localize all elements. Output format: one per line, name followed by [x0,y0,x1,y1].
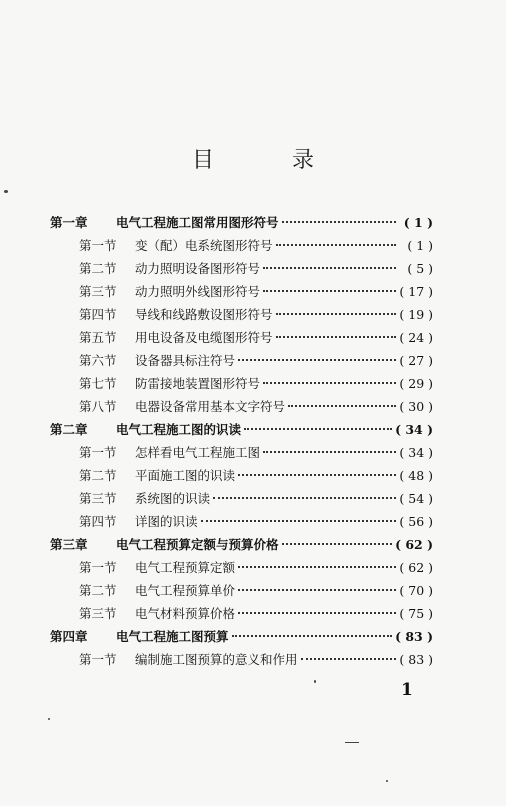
page-number: 1 [401,680,413,700]
toc-section-entry [79,236,433,256]
dot-leader [244,428,392,430]
entry-page: ( 1 ) [407,238,433,253]
toc-section-entry [79,650,433,670]
entry-title: 防雷接地装置图形符号 [135,376,261,391]
scan-speck [386,780,388,782]
dot-leader [238,589,396,591]
dot-leader [276,244,396,246]
toc-section-entry [79,328,433,348]
entry-page: ( 34 ) [399,445,433,460]
dot-leader [282,543,393,545]
entry-title: 系统图的识读 [135,491,211,506]
entry-title: 电气材料预算价格 [135,606,236,621]
entry-page: ( 19 ) [399,307,433,322]
entry-label: 第二章 [50,422,88,437]
entry-page: ( 70 ) [399,583,433,598]
entry-label: 第一节 [79,652,117,667]
toc-heading: 目 录 [191,148,342,173]
dot-leader [238,566,396,568]
toc-section-entry [79,259,433,279]
entry-title: 电气工程施工图的识读 [116,422,242,437]
dot-leader [238,474,396,476]
dot-leader [288,405,396,407]
dot-leader [282,221,396,223]
toc-chapter-entry [50,213,433,233]
entry-title: 电气工程施工图常用图形符号 [116,215,279,230]
toc-section-entry [79,374,433,394]
dot-leader [263,451,396,453]
entry-label: 第三章 [50,537,88,552]
entry-label: 第三节 [79,284,117,299]
toc-section-entry [79,351,433,371]
dot-leader [263,290,396,292]
entry-label: 第一节 [79,445,117,460]
toc-section-entry [79,489,433,509]
entry-page: ( 34 ) [395,422,433,437]
entry-label: 第一节 [79,238,117,253]
entry-title: 导线和线路敷设图形符号 [135,307,273,322]
toc-section-entry [79,466,433,486]
scan-speck [314,680,316,683]
entry-page: ( 83 ) [399,652,433,667]
entry-page: ( 83 ) [395,629,433,644]
entry-label: 第三节 [79,606,117,621]
toc-section-entry [79,443,433,463]
entry-title: 电气工程施工图预算 [116,629,229,644]
dot-leader [263,267,396,269]
entry-page: ( 29 ) [399,376,433,391]
entry-title: 平面施工图的识读 [135,468,236,483]
toc-section-entry [79,558,433,578]
entry-title: 电气工程预算定额与预算价格 [116,537,279,552]
toc-section-entry [79,581,433,601]
dot-leader [276,336,396,338]
entry-page: ( 27 ) [399,353,433,368]
entry-page: ( 17 ) [399,284,433,299]
entry-label: 第三节 [79,491,117,506]
entry-page: ( 1 ) [403,215,433,230]
toc-chapter-entry [50,627,433,647]
toc-chapter-entry [50,420,433,440]
toc-section-entry [79,282,433,302]
entry-title: 设备器具标注符号 [135,353,236,368]
entry-title: 电器设备常用基本文字符号 [135,399,286,414]
entry-label: 第四节 [79,514,117,529]
entry-title: 电气工程预算定额 [135,560,236,575]
toc-section-entry [79,604,433,624]
scan-speck [345,742,359,743]
entry-label: 第二节 [79,583,117,598]
dot-leader [238,612,396,614]
entry-page: ( 5 ) [407,261,433,276]
dot-leader [301,658,396,660]
entry-label: 第四节 [79,307,117,322]
entry-label: 第六节 [79,353,117,368]
entry-page: ( 30 ) [399,399,433,414]
entry-page: ( 56 ) [399,514,433,529]
entry-label: 第四章 [50,629,88,644]
entry-title: 动力照明设备图形符号 [135,261,261,276]
scan-speck [48,718,50,720]
entry-title: 怎样看电气工程施工图 [135,445,261,460]
entry-label: 第一节 [79,560,117,575]
entry-label: 第二节 [79,261,117,276]
entry-title: 电气工程预算单价 [135,583,236,598]
dot-leader [238,359,396,361]
dot-leader [276,313,396,315]
entry-page: ( 62 ) [399,560,433,575]
entry-page: ( 48 ) [399,468,433,483]
entry-label: 第一章 [50,215,88,230]
entry-title: 动力照明外线图形符号 [135,284,261,299]
entry-page: ( 24 ) [399,330,433,345]
entry-label: 第七节 [79,376,117,391]
dot-leader [232,635,393,637]
toc-section-entry [79,305,433,325]
entry-title: 编制施工图预算的意义和作用 [135,652,298,667]
dot-leader [201,520,396,522]
dot-leader [263,382,396,384]
entry-title: 详图的识读 [135,514,198,529]
entry-page: ( 54 ) [399,491,433,506]
entry-label: 第八节 [79,399,117,414]
entry-page: ( 75 ) [399,606,433,621]
entry-label: 第二节 [79,468,117,483]
entry-title: 用电设备及电缆图形符号 [135,330,273,345]
dot-leader [213,497,396,499]
toc-chapter-entry [50,535,433,555]
scan-speck [4,190,8,193]
toc-section-entry [79,512,433,532]
entry-label: 第五节 [79,330,117,345]
entry-page: ( 62 ) [395,537,433,552]
toc-section-entry [79,397,433,417]
entry-title: 变（配）电系统图形符号 [135,238,273,253]
